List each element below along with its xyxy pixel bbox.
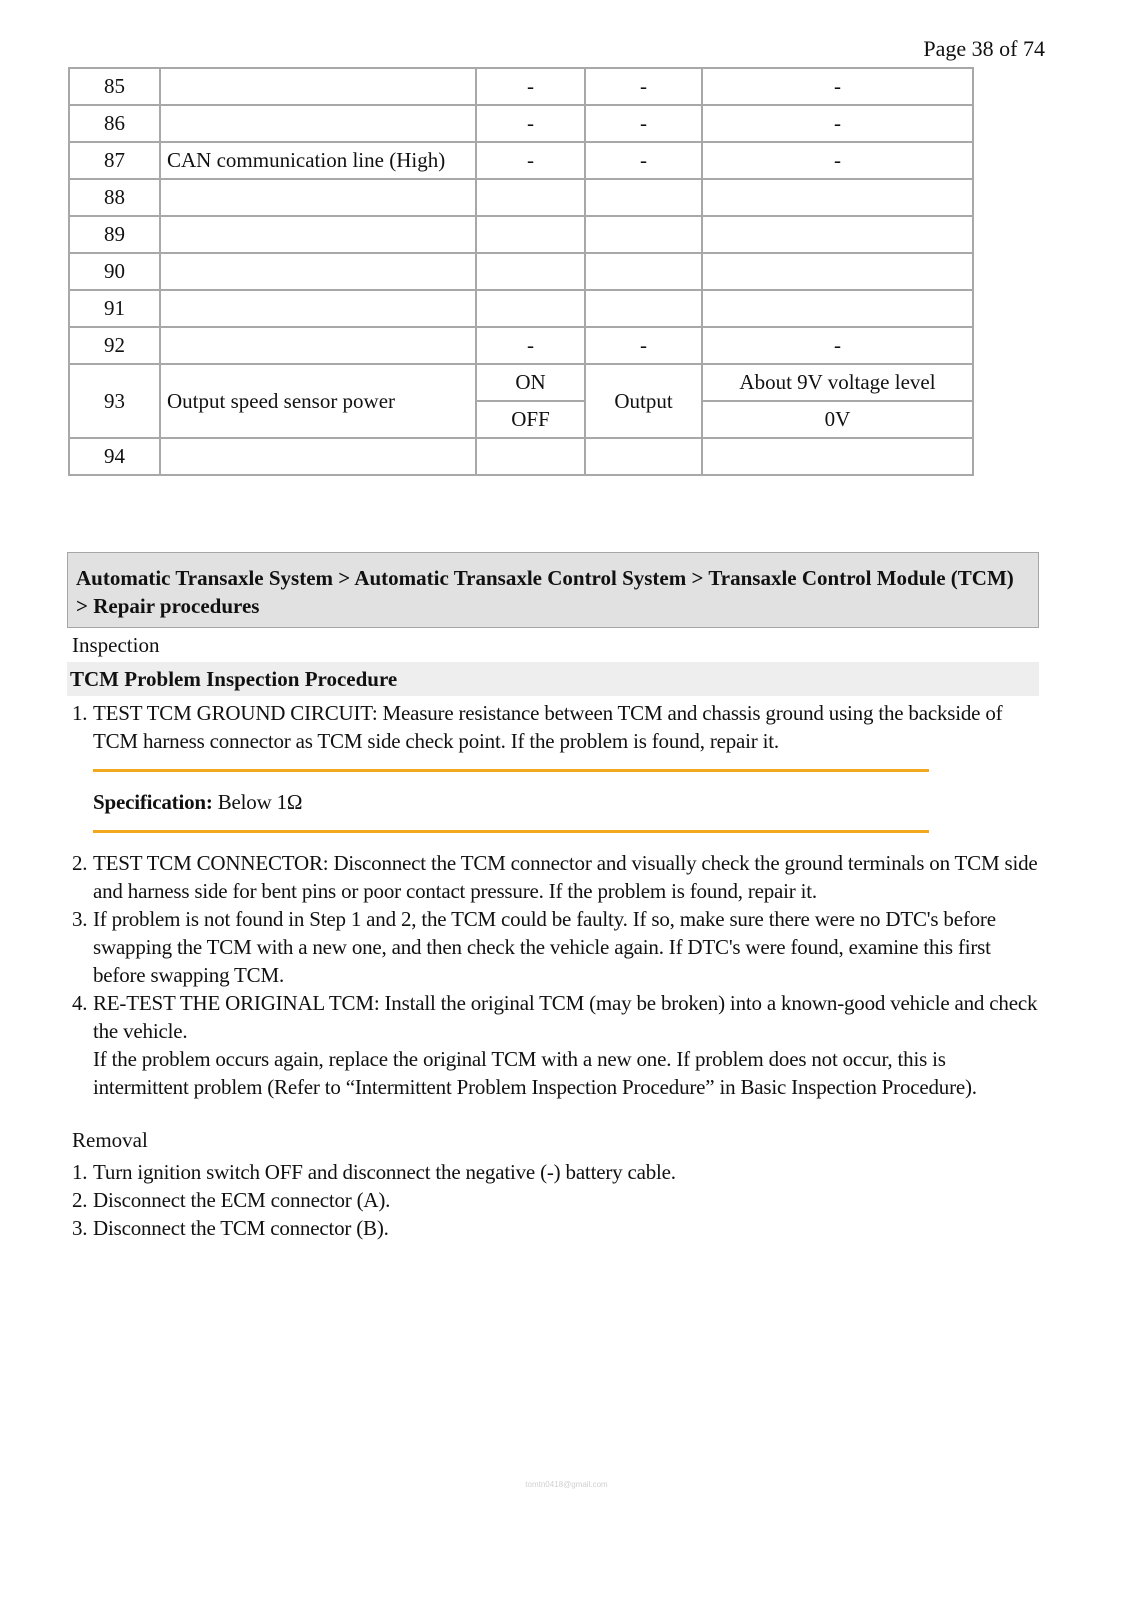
- pin-number: 94: [69, 438, 160, 475]
- step-number: 2.: [72, 851, 88, 875]
- table-row: [69, 327, 973, 364]
- pin-type: [585, 216, 702, 253]
- pin-description: [160, 216, 476, 253]
- pin-description: [160, 290, 476, 327]
- pin-description: [160, 105, 476, 142]
- pin-condition: [476, 438, 585, 475]
- pin-number: 86: [69, 105, 160, 142]
- step-number: 3.: [72, 1216, 88, 1240]
- list-item: [72, 1214, 1038, 1242]
- pin-condition-off: OFF: [476, 401, 585, 438]
- specification-value: Below 1Ω: [217, 790, 303, 814]
- list-item: [72, 1158, 1038, 1186]
- pin-number: 87: [69, 142, 160, 179]
- list-item: [72, 699, 1038, 755]
- step-number: 1.: [72, 701, 88, 725]
- pin-description: [160, 68, 476, 105]
- inspection-label: Inspection: [72, 633, 160, 657]
- pin-condition: [476, 253, 585, 290]
- table-row: [69, 142, 973, 179]
- pin-condition: -: [476, 327, 585, 364]
- step-number: 2.: [72, 1188, 88, 1212]
- pin-condition: [476, 179, 585, 216]
- pin-number: 90: [69, 253, 160, 290]
- step-text-continued: If the problem occurs again, replace the original TCM with a new one. If problem does not occur, this is intermittent problem (Refer to “Intermittent Problem Inspection Procedure” in Basic Inspection Procedure).: [93, 1047, 977, 1099]
- pin-description: [160, 179, 476, 216]
- step-number: 1.: [72, 1160, 88, 1184]
- pin-type: [585, 253, 702, 290]
- table-row: [69, 253, 973, 290]
- pin-level: -: [702, 327, 973, 364]
- pin-number: 91: [69, 290, 160, 327]
- pin-type: -: [585, 105, 702, 142]
- table-row: [69, 68, 973, 105]
- step-text: RE-TEST THE ORIGINAL TCM: Install the original TCM (may be broken) into a known-good vehicle and check the vehicle.: [93, 991, 1038, 1043]
- pin-level: -: [702, 68, 973, 105]
- pin-condition: -: [476, 142, 585, 179]
- pin-number: 88: [69, 179, 160, 216]
- pin-level: [702, 179, 973, 216]
- pin-description: [160, 253, 476, 290]
- pin-number: 93: [69, 364, 160, 438]
- pin-level: -: [702, 105, 973, 142]
- list-item: [72, 905, 1038, 989]
- pin-level: [702, 438, 973, 475]
- list-item: [72, 989, 1038, 1101]
- pin-condition: [476, 290, 585, 327]
- specification-label: Specification:: [93, 790, 213, 814]
- pin-level: [702, 216, 973, 253]
- section-breadcrumb-header: Automatic Transaxle System > Automatic Transaxle Control System > Transaxle Control Module (TCM) > Repair procedures: [67, 552, 1039, 628]
- pin-table: [68, 67, 974, 476]
- step-text: Disconnect the TCM connector (B).: [93, 1216, 389, 1240]
- step-text: Disconnect the ECM connector (A).: [93, 1188, 391, 1212]
- pin-number: 85: [69, 68, 160, 105]
- step-text: TEST TCM GROUND CIRCUIT: Measure resistance between TCM and chassis ground using the backside of TCM harness connector as TCM side check point. If the problem is found, repair it.: [93, 701, 1003, 753]
- pin-type: [585, 290, 702, 327]
- list-item: [72, 1186, 1038, 1214]
- pin-level: [702, 290, 973, 327]
- table-row: [69, 179, 973, 216]
- removal-label: Removal: [72, 1128, 148, 1152]
- pin-type: Output: [585, 364, 702, 438]
- pin-description: Output speed sensor power: [160, 364, 476, 438]
- pin-description: CAN communication line (High): [160, 142, 476, 179]
- table-row: [69, 290, 973, 327]
- pin-type: -: [585, 142, 702, 179]
- pin-type: [585, 179, 702, 216]
- pin-level: -: [702, 142, 973, 179]
- specification-box: [93, 769, 929, 833]
- pin-type: -: [585, 327, 702, 364]
- pin-level-off: 0V: [702, 401, 973, 438]
- footer-watermark: tomtn0418@gmail.com: [525, 1480, 608, 1489]
- table-row: [69, 438, 973, 475]
- step-number: 4.: [72, 991, 88, 1015]
- pin-condition-on: ON: [476, 364, 585, 401]
- pin-condition: -: [476, 105, 585, 142]
- step-text: If problem is not found in Step 1 and 2, the TCM could be faulty. If so, make sure there were no DTC's before swapping the TCM with a new one, and then check the vehicle again. If DTC's were found, examine this first before swapping TCM.: [93, 907, 996, 987]
- pin-condition: -: [476, 68, 585, 105]
- pin-type: [585, 438, 702, 475]
- pin-description: [160, 327, 476, 364]
- pin-description: [160, 438, 476, 475]
- step-number: 3.: [72, 907, 88, 931]
- pin-number: 89: [69, 216, 160, 253]
- pin-type: -: [585, 68, 702, 105]
- removal-steps-list: [72, 1158, 1038, 1242]
- step-text: TEST TCM CONNECTOR: Disconnect the TCM connector and visually check the ground terminals on TCM side and harness side for bent pins or poor contact pressure. If the problem is found, repair it.: [93, 851, 1038, 903]
- table-row: [69, 364, 973, 401]
- table-row: [69, 105, 973, 142]
- inspection-steps-list: [72, 699, 1038, 1101]
- step-text: Turn ignition switch OFF and disconnect the negative (-) battery cable.: [93, 1160, 676, 1184]
- procedure-title: TCM Problem Inspection Procedure: [67, 662, 1039, 696]
- pin-level: [702, 253, 973, 290]
- pin-level-on: About 9V voltage level: [702, 364, 973, 401]
- pin-condition: [476, 216, 585, 253]
- pin-table-body: [69, 68, 973, 475]
- pin-number: 92: [69, 327, 160, 364]
- page-number: Page 38 of 74: [923, 36, 1045, 61]
- list-item: [72, 849, 1038, 905]
- table-row: [69, 216, 973, 253]
